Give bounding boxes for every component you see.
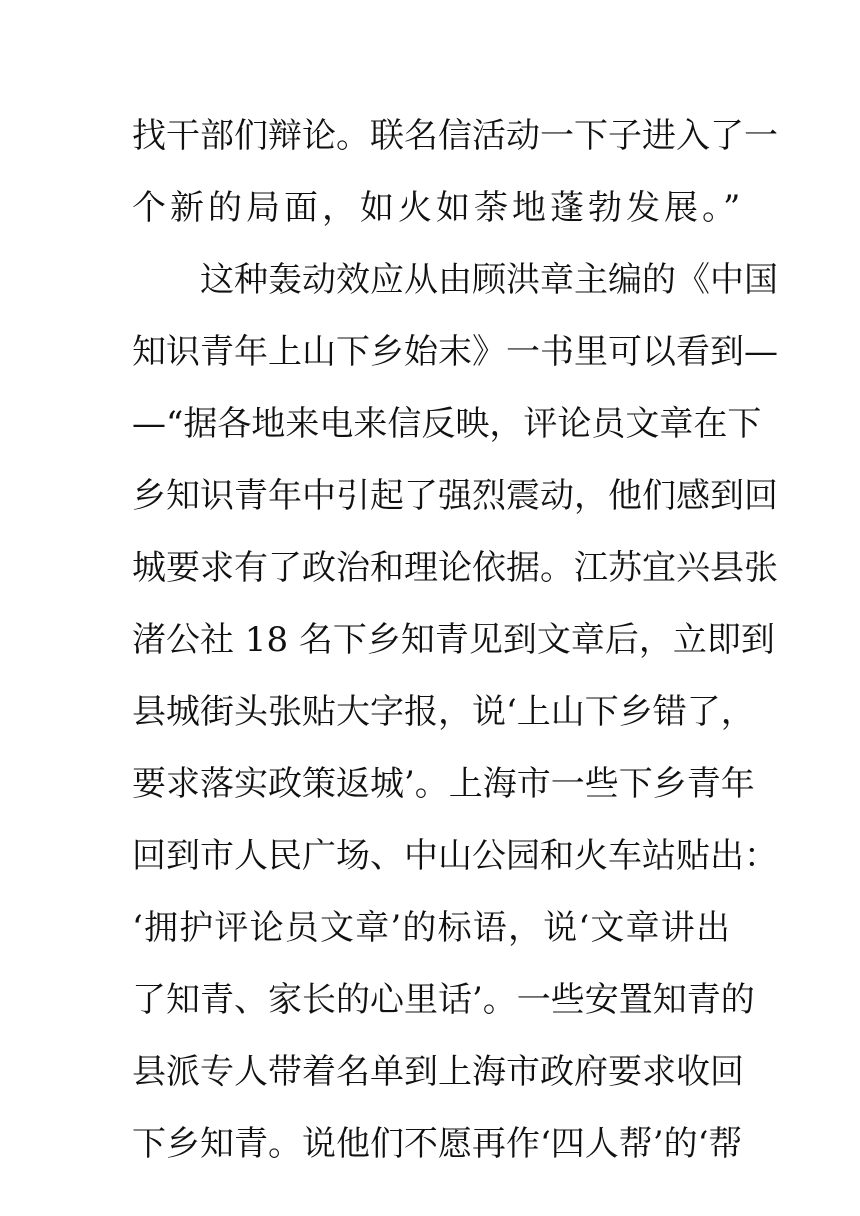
text-line-2: 个新的局面，如火如荼地蓬勃发展。” (132, 188, 745, 228)
text-line-3: 这种轰动效应从由顾洪章主编的《中国 (200, 260, 778, 300)
text-line-5: —“据各地来电来信反映，评论员文章在下 (132, 404, 762, 444)
text-line-14: 县派专人带着名单到上海市政府要求收回 (132, 1052, 744, 1092)
text-line-12: ‘拥护评论员文章’的标语，说‘文章讲出 (132, 908, 730, 948)
text-line-7: 城要求有了政治和理论依据。江苏宜兴县张 (132, 548, 778, 588)
text-line-11: 回到市人民广场、中山公园和火车站贴出： (132, 836, 778, 876)
text-line-15: 下乡知青。说他们不愿再作‘四人帮’的‘帮 (132, 1124, 743, 1164)
text-line-6: 乡知识青年中引起了强烈震动，他们感到回 (132, 476, 778, 516)
text-line-4: 知识青年上山下乡始末》一书里可以看到— (132, 332, 778, 372)
text-line-13: 了知青、家长的心里话’。一些安置知青的 (132, 980, 755, 1020)
text-line-1: 找干部们辩论。联名信活动一下子进入了一 (132, 116, 778, 156)
text-line-10: 要求落实政策返城’。上海市一些下乡青年 (132, 764, 755, 804)
text-line-9: 县城街头张贴大字报，说‘上山下乡错了， (132, 692, 755, 732)
text-line-8: 渚公社 18 名下乡知青见到文章后，立即到 (132, 620, 775, 660)
